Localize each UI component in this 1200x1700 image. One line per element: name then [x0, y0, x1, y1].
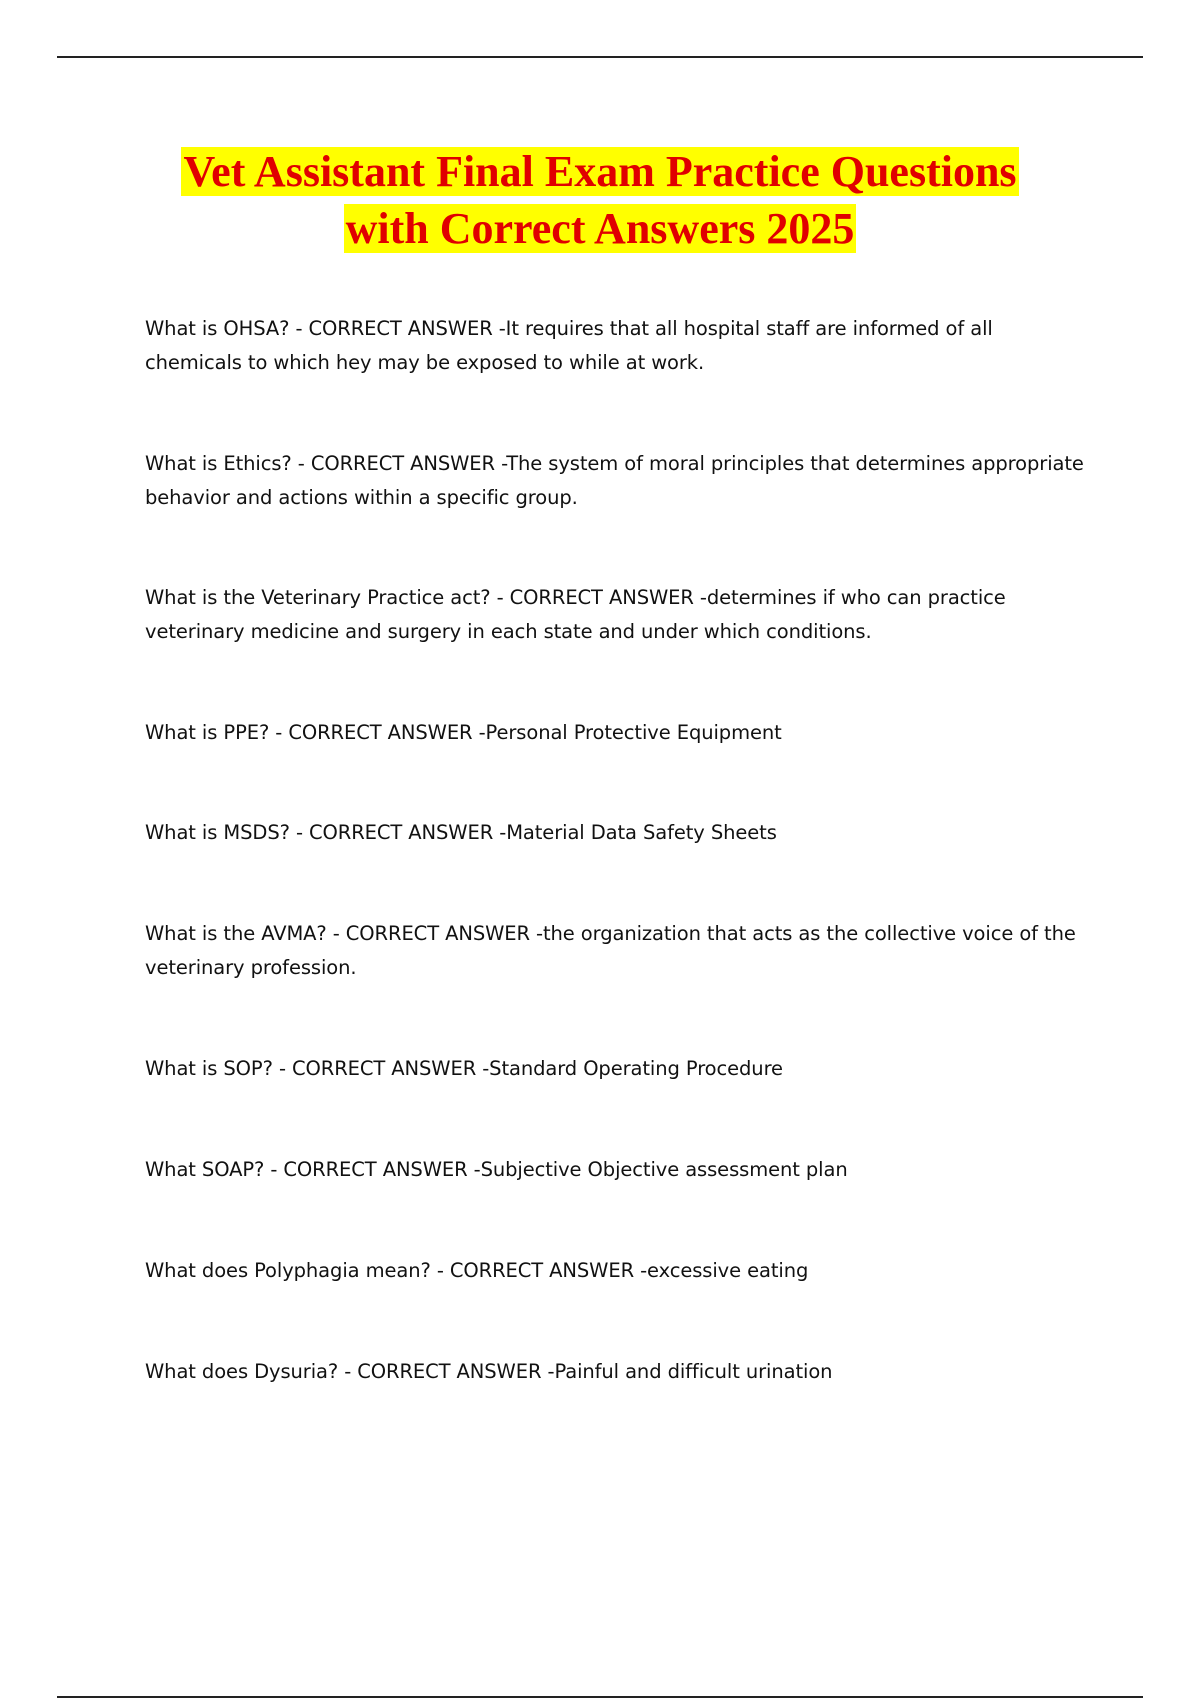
qa-item-msds: What is MSDS? - CORRECT ANSWER -Material Data Safety Sheets: [145, 821, 777, 844]
qa-item-soap: What SOAP? - CORRECT ANSWER -Subjective Objective assessment plan: [145, 1158, 848, 1181]
document-title: [0, 143, 1200, 257]
qa-item-avma: What is the AVMA? - CORRECT ANSWER -the organization that acts as the collective voice of the veterinary profession.: [145, 922, 1076, 979]
bottom-rule: [57, 1696, 1143, 1698]
qa-item-ppe: What is PPE? - CORRECT ANSWER -Personal Protective Equipment: [145, 721, 782, 744]
qa-item-veterinary-practice-act: What is the Veterinary Practice act? - CORRECT ANSWER -determines if who can practice veterinary medicine and surgery in each state and under which conditions.: [145, 586, 1006, 643]
qa-item-ethics: What is Ethics? - CORRECT ANSWER -The system of moral principles that determines appropriate behavior and actions within a specific group.: [145, 452, 1084, 509]
top-rule: [57, 56, 1143, 58]
qa-item-ohsa: What is OHSA? - CORRECT ANSWER -It requires that all hospital staff are informed of all chemicals to which hey may be exposed to while at work.: [145, 317, 993, 374]
qa-item-polyphagia: What does Polyphagia mean? - CORRECT ANSWER -excessive eating: [145, 1259, 809, 1282]
title-line-2: with Correct Answers 2025: [345, 204, 855, 253]
title-line-1: Vet Assistant Final Exam Practice Questions: [183, 147, 1017, 196]
qa-item-sop: What is SOP? - CORRECT ANSWER -Standard Operating Procedure: [145, 1057, 783, 1080]
qa-item-dysuria: What does Dysuria? - CORRECT ANSWER -Painful and difficult urination: [145, 1360, 833, 1383]
